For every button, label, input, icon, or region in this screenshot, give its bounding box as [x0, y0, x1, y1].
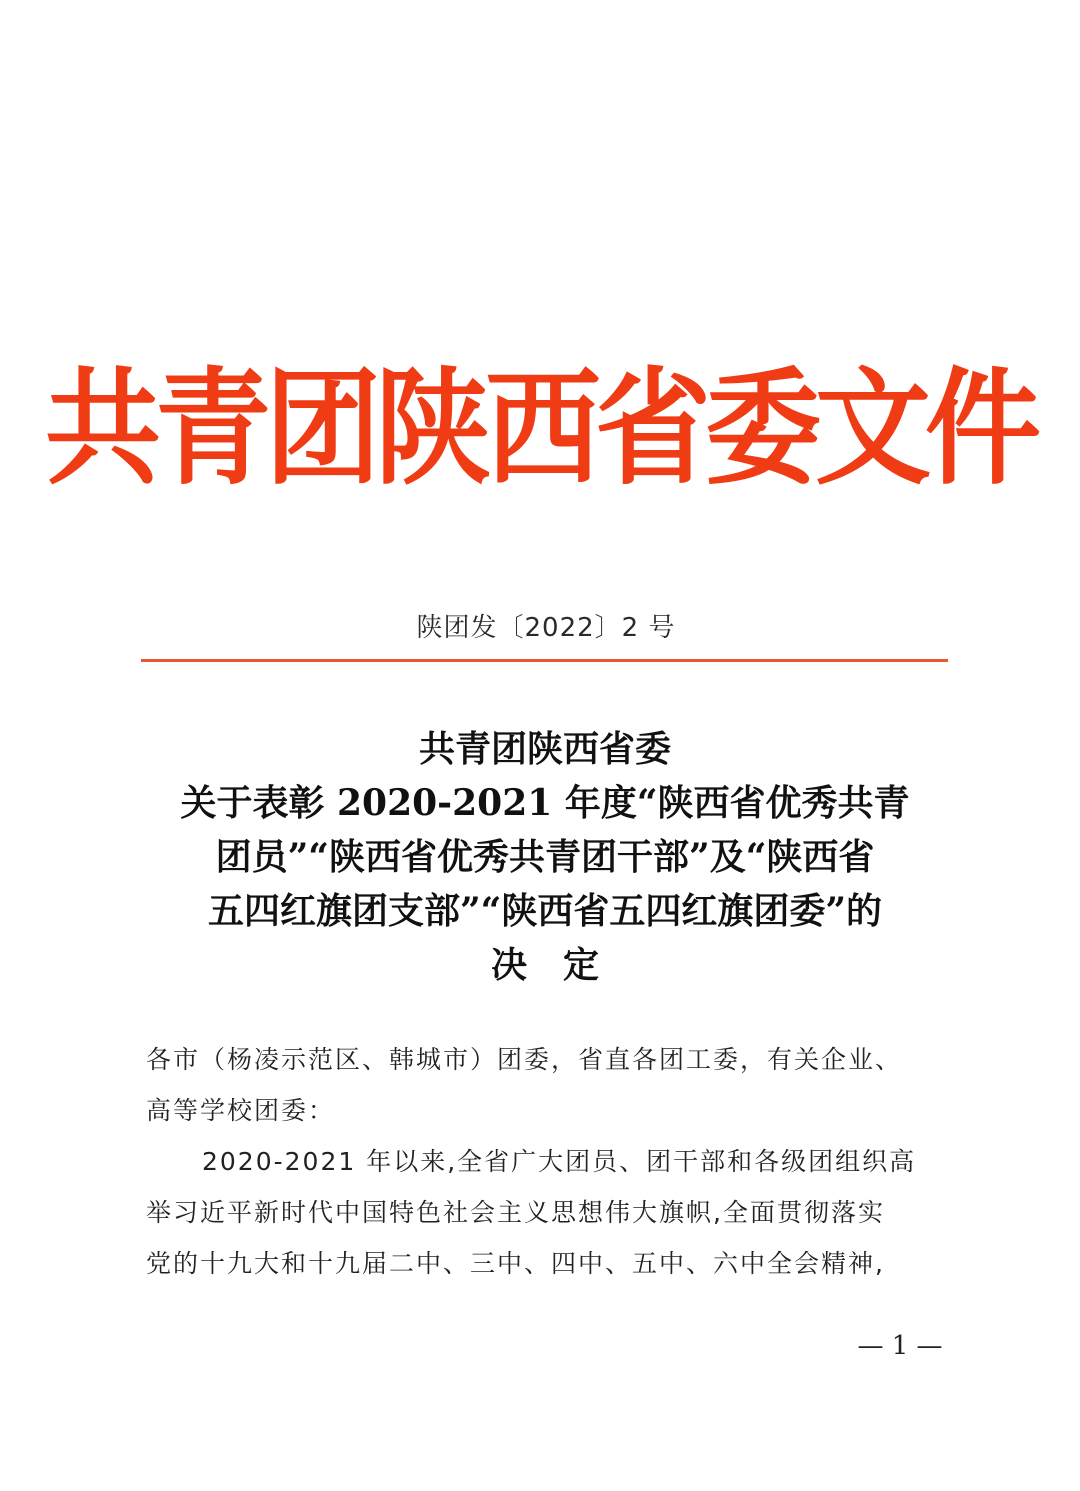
page-number: — 1 — [857, 1331, 943, 1361]
recipients-line: 各市（杨凌示范区、韩城市）团委，省直各团工委，有关企业、 [146, 1045, 903, 1074]
red-divider-line [141, 659, 948, 662]
recipients-line: 高等学校团委： [146, 1096, 336, 1125]
title-line: 共青团陕西省委 [418, 728, 671, 770]
body-text-line: 党的十九大和十九届二中、三中、四中、五中、六中全会精神, [146, 1249, 885, 1278]
title-line: 五四红旗团支部”“陕西省五四红旗团委”的 [207, 890, 883, 932]
body-text-line: 举习近平新时代中国特色社会主义思想伟大旗帜,全面贯彻落实 [146, 1198, 885, 1227]
title-line: 决 定 [490, 944, 599, 986]
title-line: 团员”“陕西省优秀共青团干部”及“陕西省 [215, 836, 875, 878]
document-header-title: 共青团陕西省委文件 [45, 356, 1035, 503]
title-line: 关于表彰 2020-2021 年度“陕西省优秀共青 [180, 782, 910, 824]
document-title [145, 722, 945, 992]
document-number: 陕团发〔2022〕2 号 [416, 613, 676, 643]
document-body [146, 1034, 946, 1289]
body-text-line: 2020-2021 年以来,全省广大团员、团干部和各级团组织高 [202, 1147, 917, 1176]
